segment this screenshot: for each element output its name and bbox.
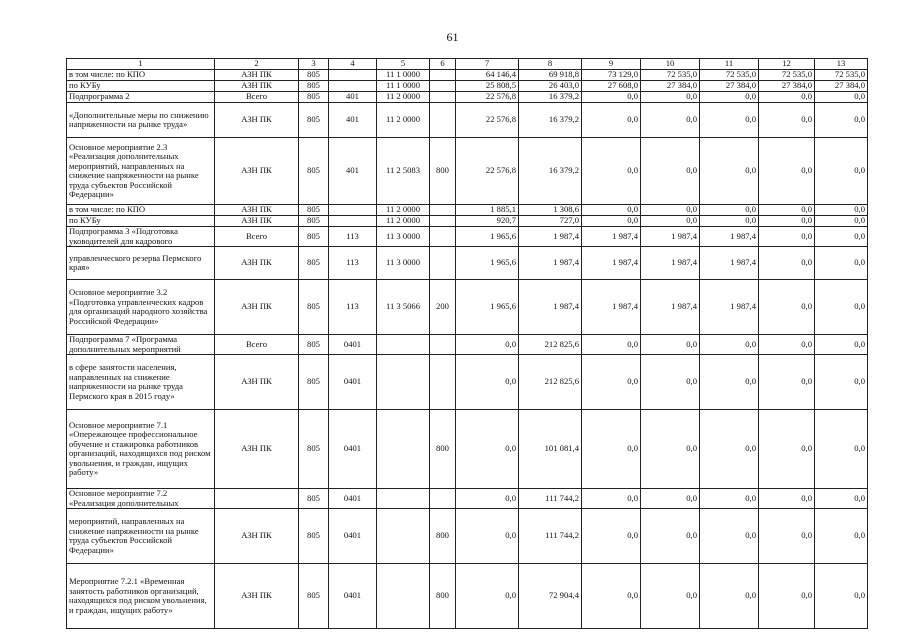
amount-cell: 0,0 [815,355,868,410]
amount-cell: 22 576,8 [456,103,519,138]
code-cell: 0401 [329,564,377,629]
code-cell: 0401 [329,355,377,410]
header-cell: 5 [377,59,430,70]
table-row [67,92,868,103]
amount-cell: 920,7 [456,216,519,227]
code-cell: 805 [299,509,329,564]
amount-cell: 72 535,0 [815,70,868,81]
amount-cell: 0,0 [582,103,641,138]
code-cell: 805 [299,227,329,247]
code-cell: 401 [329,103,377,138]
code-cell: 11 1 0000 [377,81,430,92]
code-cell: 11 2 5083 [377,138,430,205]
table-row [67,410,868,489]
amount-cell: 0,0 [456,410,519,489]
table-row [67,81,868,92]
code-cell [430,247,456,280]
amount-cell: 27 384,0 [815,81,868,92]
code-cell [430,205,456,216]
row-name-continuation: «Реализация дополнительных [69,497,179,508]
amount-cell: 16 379,2 [519,138,582,205]
table-row [67,509,868,564]
header-cell: 11 [700,59,759,70]
amount-cell: 0,0 [700,564,759,629]
executor-cell: АЗН ПК [215,355,299,410]
code-cell [329,70,377,81]
amount-cell: 0,0 [815,103,868,138]
code-cell [377,355,430,410]
amount-cell: 1 987,4 [582,280,641,335]
code-cell: 800 [430,509,456,564]
amount-cell: 1 987,4 [519,247,582,280]
amount-cell: 0,0 [815,216,868,227]
amount-cell: 0,0 [641,509,700,564]
header-cell: 13 [815,59,868,70]
code-cell: 805 [299,410,329,489]
code-cell: 11 3 5066 [377,280,430,335]
table-row [67,280,868,335]
row-name-cell: Основное мероприятие 7.1 «Опережающее профессиональное обучение и стажировка работников организаций, находящихся под риском увольнения, и граждан, ищущих работу» [67,410,215,489]
executor-cell: Всего [215,335,299,355]
code-cell [377,410,430,489]
row-name-continuation: дополнительных мероприятий [69,343,181,354]
header-cell: 6 [430,59,456,70]
amount-cell: 0,0 [815,564,868,629]
amount-cell: 0,0 [815,247,868,280]
code-cell: 200 [430,280,456,335]
code-cell: 805 [299,280,329,335]
amount-cell: 0,0 [815,410,868,489]
amount-cell: 212 825,6 [519,335,582,355]
code-cell: 805 [299,205,329,216]
page-number: 61 [446,30,459,44]
amount-cell: 22 576,8 [456,138,519,205]
table-row [67,335,868,355]
code-cell: 805 [299,247,329,280]
code-cell [430,335,456,355]
amount-cell: 0,0 [700,216,759,227]
amount-cell: 72 904,4 [519,564,582,629]
amount-cell: 0,0 [815,205,868,216]
amount-cell: 0,0 [700,489,759,509]
code-cell: 805 [299,70,329,81]
table-row [67,355,868,410]
row-name-cell: по КУБу [67,81,215,92]
amount-cell: 0,0 [759,227,815,247]
row-name-cell: в том числе: по КПО [67,205,215,216]
code-cell: 805 [299,489,329,509]
amount-cell: 0,0 [641,335,700,355]
amount-cell: 0,0 [815,138,868,205]
amount-cell: 1 987,4 [519,227,582,247]
amount-cell: 0,0 [582,489,641,509]
amount-cell: 111 744,2 [519,489,582,509]
amount-cell: 16 379,2 [519,92,582,103]
amount-cell: 0,0 [641,92,700,103]
code-cell: 401 [329,92,377,103]
row-name-cell: в сфере занятости населения, направленных на снижение напряженности на рынке труда Пермского края в 2015 году» [67,355,215,410]
row-name-cell: Мероприятие 7.2.1 «Временная занятость работников организаций, находящихся под риском увольнения, и граждан, ищущих работу» [67,564,215,629]
amount-cell: 0,0 [641,564,700,629]
amount-cell: 0,0 [641,103,700,138]
amount-cell: 1 965,6 [456,247,519,280]
code-cell: 800 [430,138,456,205]
code-cell [430,227,456,247]
amount-cell: 27 608,0 [582,81,641,92]
amount-cell: 0,0 [759,280,815,335]
table-row [67,227,868,247]
amount-cell: 0,0 [582,564,641,629]
code-cell [430,81,456,92]
amount-cell: 27 384,0 [700,81,759,92]
amount-cell: 0,0 [641,355,700,410]
table-row [67,247,868,280]
code-cell [329,216,377,227]
row-name-cell: по КУБу [67,216,215,227]
amount-cell: 727,0 [519,216,582,227]
code-cell: 113 [329,227,377,247]
executor-cell: Всего [215,92,299,103]
code-cell: 805 [299,92,329,103]
executor-cell: АЗН ПК [215,216,299,227]
code-cell: 11 3 0000 [377,227,430,247]
executor-cell: АЗН ПК [215,410,299,489]
amount-cell: 0,0 [582,205,641,216]
table-header-row [67,59,868,70]
amount-cell: 1 987,4 [641,247,700,280]
amount-cell: 0,0 [582,509,641,564]
header-cell: 2 [215,59,299,70]
code-cell: 11 2 0000 [377,205,430,216]
amount-cell: 0,0 [815,92,868,103]
code-cell [430,216,456,227]
amount-cell: 0,0 [815,227,868,247]
row-name-cell: Основное мероприятие 7.2 «Реализация дополнительных [67,489,215,509]
amount-cell: 0,0 [456,564,519,629]
header-cell: 1 [67,59,215,70]
amount-cell: 64 146,4 [456,70,519,81]
amount-cell: 0,0 [641,216,700,227]
code-cell: 0401 [329,489,377,509]
amount-cell: 0,0 [815,509,868,564]
amount-cell: 0,0 [700,509,759,564]
amount-cell: 1 308,6 [519,205,582,216]
amount-cell: 1 965,6 [456,280,519,335]
amount-cell: 1 987,4 [582,247,641,280]
table-row [67,138,868,205]
amount-cell: 0,0 [759,92,815,103]
amount-cell: 73 129,0 [582,70,641,81]
code-cell: 401 [329,138,377,205]
table-row [67,103,868,138]
header-cell: 3 [299,59,329,70]
code-cell: 11 2 0000 [377,92,430,103]
amount-cell: 1 987,4 [641,280,700,335]
amount-cell: 212 825,6 [519,355,582,410]
amount-cell: 25 808,5 [456,81,519,92]
code-cell: 805 [299,138,329,205]
amount-cell: 0,0 [456,509,519,564]
code-cell [430,489,456,509]
amount-cell: 0,0 [700,410,759,489]
executor-cell: Всего [215,227,299,247]
code-cell: 0401 [329,509,377,564]
amount-cell: 0,0 [582,410,641,489]
code-cell: 113 [329,247,377,280]
row-name-cell: Основное мероприятие 3.2 «Подготовка управленческих кадров для организаций народного хозяйства Российской Федерации» [67,280,215,335]
amount-cell: 1 965,6 [456,227,519,247]
amount-cell: 0,0 [456,355,519,410]
amount-cell: 22 576,8 [456,92,519,103]
code-cell [377,564,430,629]
amount-cell: 0,0 [641,138,700,205]
amount-cell: 0,0 [815,489,868,509]
code-cell [430,103,456,138]
table-row [67,205,868,216]
amount-cell: 0,0 [641,410,700,489]
executor-cell: АЗН ПК [215,138,299,205]
row-name-cell: мероприятий, направленных на снижение напряженности на рынке труда субъектов Российской Федерации» [67,509,215,564]
code-cell: 113 [329,280,377,335]
table-row [67,489,868,509]
code-cell: 805 [299,81,329,92]
executor-cell: АЗН ПК [215,81,299,92]
amount-cell: 1 987,4 [519,280,582,335]
amount-cell: 0,0 [815,335,868,355]
amount-cell: 0,0 [582,216,641,227]
row-name-cell: «Дополнительные меры по снижению напряженности на рынке труда» [67,103,215,138]
amount-cell: 1 987,4 [582,227,641,247]
header-cell: 7 [456,59,519,70]
amount-cell: 0,0 [582,335,641,355]
code-cell [329,205,377,216]
amount-cell: 0,0 [700,355,759,410]
header-cell: 12 [759,59,815,70]
row-name-continuation: уководителей для кадрового [69,235,173,246]
header-cell: 10 [641,59,700,70]
code-cell: 805 [299,335,329,355]
code-cell: 11 1 0000 [377,70,430,81]
code-cell: 805 [299,103,329,138]
amount-cell: 0,0 [582,92,641,103]
code-cell [430,355,456,410]
amount-cell: 0,0 [700,335,759,355]
code-cell [430,92,456,103]
executor-cell: АЗН ПК [215,509,299,564]
amount-cell: 0,0 [700,205,759,216]
executor-cell: АЗН ПК [215,280,299,335]
amount-cell: 101 081,4 [519,410,582,489]
code-cell: 0401 [329,335,377,355]
amount-cell: 0,0 [456,489,519,509]
amount-cell: 0,0 [759,247,815,280]
amount-cell: 0,0 [759,216,815,227]
amount-cell: 0,0 [759,410,815,489]
header-cell: 9 [582,59,641,70]
amount-cell: 0,0 [759,335,815,355]
code-cell: 800 [430,564,456,629]
amount-cell: 1 987,4 [641,227,700,247]
amount-cell: 72 535,0 [641,70,700,81]
amount-cell: 1 987,4 [700,227,759,247]
table-row [67,216,868,227]
table-body [67,70,868,629]
executor-cell: АЗН ПК [215,205,299,216]
amount-cell: 27 384,0 [641,81,700,92]
code-cell: 805 [299,216,329,227]
code-cell [377,335,430,355]
amount-cell: 0,0 [759,509,815,564]
code-cell: 800 [430,410,456,489]
code-cell: 11 2 0000 [377,103,430,138]
amount-cell: 27 384,0 [759,81,815,92]
amount-cell: 26 403,0 [519,81,582,92]
row-name-cell: управленческого резерва Пермского края» [67,247,215,280]
amount-cell: 0,0 [582,355,641,410]
executor-cell: АЗН ПК [215,103,299,138]
amount-cell: 72 535,0 [759,70,815,81]
amount-cell: 0,0 [641,205,700,216]
code-cell [430,70,456,81]
amount-cell: 111 744,2 [519,509,582,564]
amount-cell: 0,0 [759,489,815,509]
amount-cell: 0,0 [759,355,815,410]
amount-cell: 0,0 [759,205,815,216]
code-cell [377,489,430,509]
executor-cell [215,489,299,509]
header-cell: 8 [519,59,582,70]
amount-cell: 69 918,8 [519,70,582,81]
code-cell: 805 [299,355,329,410]
code-cell [329,81,377,92]
amount-cell: 0,0 [582,138,641,205]
row-name-cell: Основное мероприятие 2.3 «Реализация дополнительных мероприятий, направленных на снижение напряженности на рынке труда субъектов Российской Федерации» [67,138,215,205]
amount-cell: 0,0 [759,138,815,205]
code-cell: 0401 [329,410,377,489]
code-cell: 11 3 0000 [377,247,430,280]
amount-cell: 0,0 [456,335,519,355]
amount-cell: 16 379,2 [519,103,582,138]
amount-cell: 0,0 [759,103,815,138]
amount-cell: 72 535,0 [700,70,759,81]
header-cell: 4 [329,59,377,70]
executor-cell: АЗН ПК [215,247,299,280]
code-cell [377,509,430,564]
row-name-cell: Подпрограмма 3 «Подготовка уководителей для кадрового [67,227,215,247]
budget-table [66,58,868,629]
executor-cell: АЗН ПК [215,70,299,81]
amount-cell: 1 987,4 [700,280,759,335]
amount-cell: 0,0 [700,103,759,138]
amount-cell: 0,0 [641,489,700,509]
amount-cell: 1 885,1 [456,205,519,216]
executor-cell: АЗН ПК [215,564,299,629]
amount-cell: 0,0 [700,92,759,103]
amount-cell: 0,0 [700,138,759,205]
row-name-cell: Подпрограмма 7 «Программа дополнительных мероприятий [67,335,215,355]
amount-cell: 0,0 [815,280,868,335]
row-name-cell: в том числе: по КПО [67,70,215,81]
table-row [67,564,868,629]
code-cell: 805 [299,564,329,629]
amount-cell: 1 987,4 [700,247,759,280]
row-name-cell: Подпрограмма 2 [67,92,215,103]
table-row [67,70,868,81]
code-cell: 11 2 0000 [377,216,430,227]
amount-cell: 0,0 [759,564,815,629]
